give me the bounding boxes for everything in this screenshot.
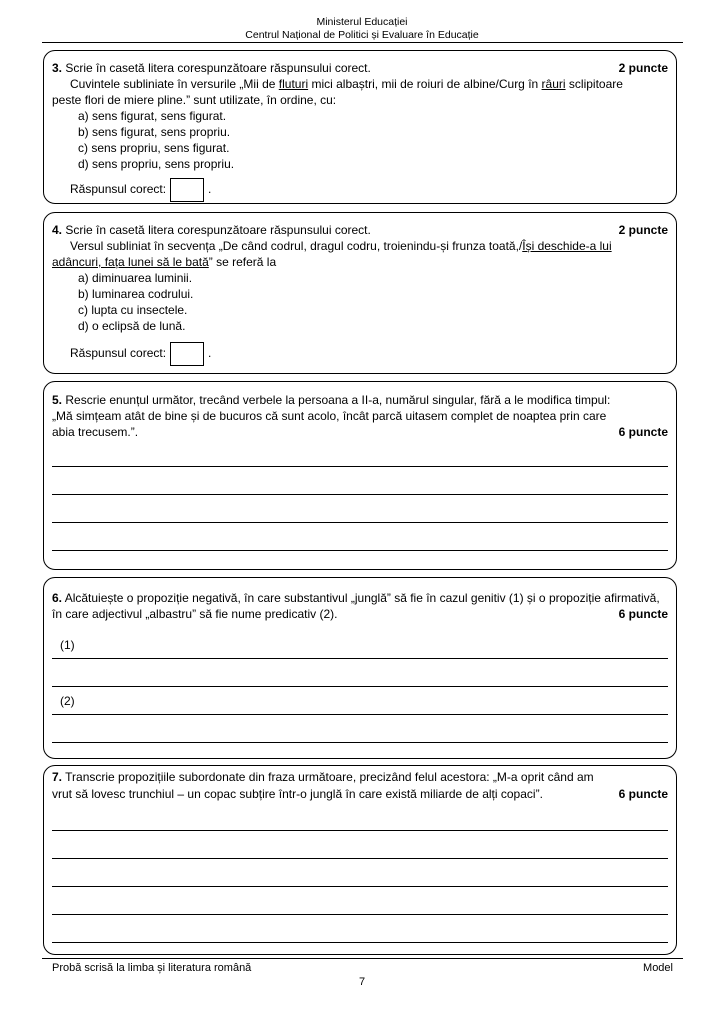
q7-line1 [52,770,594,785]
q3-instruction-text: Scrie în casetă litera corespunzătoare răspunsului corect. [65,61,371,75]
q4-answer-label: Răspunsul corect: [70,346,167,360]
q4-number: 4. [52,223,63,237]
q5-write-line-4[interactable] [52,550,668,551]
page-number: 7 [358,976,366,988]
q6-line1-text: Alcătuiește o propoziție negativă, în care substantivul „junglă” să fie în cazul genitiv (1) și o propoziție afirmativă, [64,591,660,605]
q4-stem-line2: adâncuri, fața lunei să le bată” se referă la [52,255,277,269]
q5-line3: abia trecusem.”. [52,425,139,439]
q7-points: 6 puncte [618,787,668,801]
q4-answer-row: Răspunsul corect: . [70,341,211,366]
q4-instruction-text: Scrie în casetă litera corespunzătoare răspunsului corect. [65,223,371,237]
q4-option-d: d) o eclipsă de lună. [78,319,186,333]
q7-line1-text: Transcrie propozițiile subordonate din fraza următoare, precizând felul acestora: „M-a oprit când am [65,770,594,784]
q3-option-a: a) sens figurat, sens figurat. [78,109,227,123]
q6-points: 6 puncte [618,607,668,621]
q3-answer-box[interactable] [170,178,204,202]
q5-line1-text: Rescrie enunțul următor, trecând verbele la persoana a II-a, numărul singular, fără a le modifica timpul: [65,393,611,407]
q7-write-line-4[interactable] [52,914,668,915]
q4-instruction [52,223,371,238]
q3-number: 3. [52,61,63,75]
q3-stem-line2: peste flori de miere pline.” sunt utilizate, în ordine, cu: [52,93,337,107]
q3-stem-line1: Cuvintele subliniate în versurile „Mii de fluturi mici albaștri, mii de roiuri de albine/Curg în râuri sclipitoare [70,77,623,91]
q3-option-c: c) sens propriu, sens figurat. [78,141,230,155]
q4-underlined-verse-1: Își deschide-a lui [522,239,612,253]
q7-line2: vrut să lovesc trunchiul – un copac subțire într-o junglă în care există miliarde de alți copaci”. [52,787,543,801]
q6-label-1: (1) [60,638,75,652]
q3-option-b: b) sens figurat, sens propriu. [78,125,231,139]
q5-line2: „Mă simțeam atât de bine și de bucuros că sunt acolo, încât parcă uitasem complet de noaptea prin care [52,409,607,423]
center-name: Centrul Național de Politici și Evaluare în Educație [245,29,479,41]
question-5-box [43,381,677,570]
q5-points: 6 puncte [618,425,668,439]
page-header [0,16,724,42]
q4-option-b: b) luminarea codrului. [78,287,194,301]
q3-instruction [52,61,371,76]
q7-number: 7. [52,770,63,784]
q5-number: 5. [52,393,63,407]
q6-label-2: (2) [60,694,75,708]
q4-stem-line1: Versul subliniat în secvența „De când codrul, dragul codru, troienindu-și frunza toată,/Își deschide-a lui [70,239,612,253]
footer-exam-title: Probă scrisă la limba și literatura română [52,962,252,974]
question-3-box [43,50,677,204]
q3-underlined-word-2: râuri [541,77,566,91]
q5-line1 [52,393,610,408]
question-7-box [43,765,677,955]
q4-answer-box[interactable] [170,342,204,366]
q6-write-line-4[interactable] [52,742,668,743]
ministry-name: Ministerul Educației [316,16,408,28]
q4-points: 2 puncte [618,223,668,237]
q6-number: 6. [52,591,63,605]
question-6-box [43,577,677,759]
q7-write-line-3[interactable] [52,886,668,887]
header-rule [42,42,683,43]
q6-line2: în care adjectivul „albastru” să fie nume predicativ (2). [52,607,338,621]
q3-option-d: d) sens propriu, sens propriu. [78,157,235,171]
q3-underlined-word-1: fluturi [278,77,309,91]
q4-option-a: a) diminuarea luminii. [78,271,193,285]
q7-write-line-5[interactable] [52,942,668,943]
footer-rule [42,958,683,959]
q3-points: 2 puncte [618,61,668,75]
q6-write-line-3[interactable] [52,714,668,715]
q3-answer-row: Răspunsul corect: . [70,177,211,202]
q5-write-line-3[interactable] [52,522,668,523]
question-4-box [43,212,677,374]
q3-answer-label: Răspunsul corect: [70,182,167,196]
q5-write-line-2[interactable] [52,494,668,495]
q6-line1 [52,591,660,606]
q7-write-line-1[interactable] [52,830,668,831]
q5-write-line-1[interactable] [52,466,668,467]
q4-underlined-verse-2: adâncuri, fața lunei să le bată [52,255,209,269]
footer-model-label: Model [643,962,673,974]
q6-write-line-1[interactable] [52,658,668,659]
q4-option-c: c) lupta cu insectele. [78,303,188,317]
q6-write-line-2[interactable] [52,686,668,687]
q7-write-line-2[interactable] [52,858,668,859]
